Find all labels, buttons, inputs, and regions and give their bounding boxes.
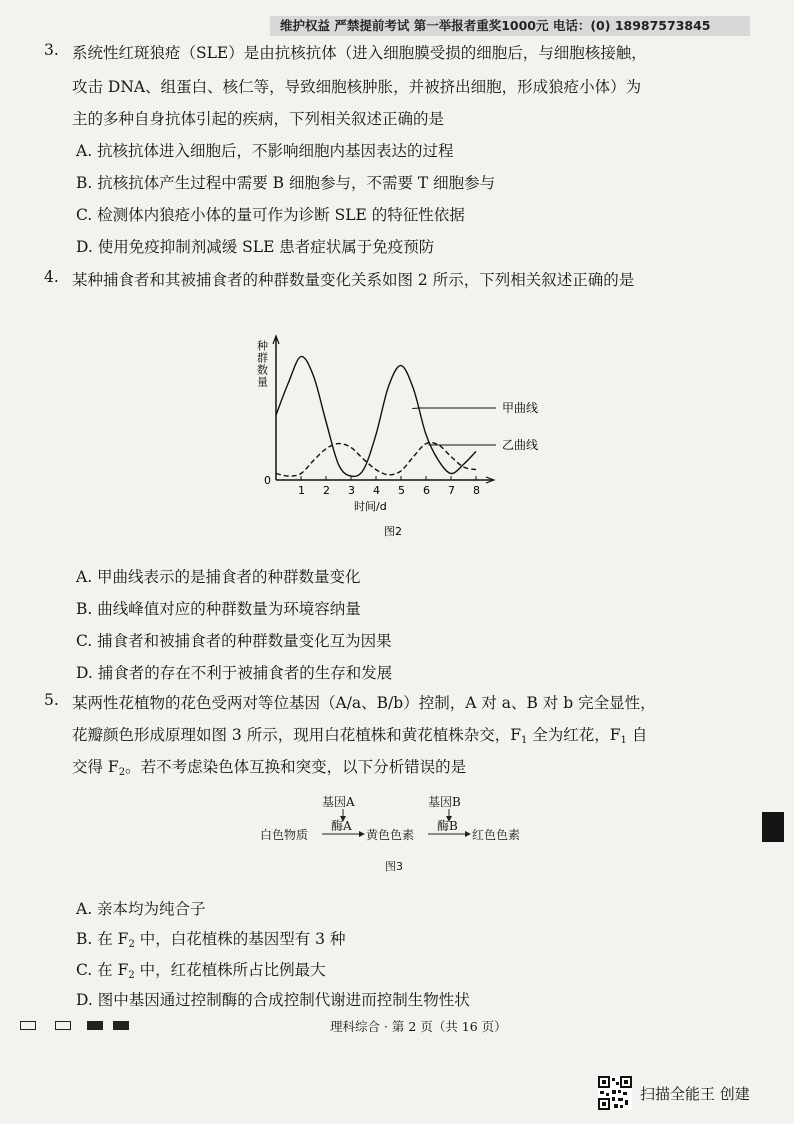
subscript-2: 2 — [128, 970, 135, 981]
white-substance-label: 白色物质 — [260, 828, 309, 842]
q5-option-b-part1: B. 在 F — [76, 930, 129, 948]
answer-sheet-mark-filled — [113, 1021, 129, 1030]
x-tick-label: 2 — [323, 484, 330, 497]
scanner-watermark: 扫描全能王 创建 — [640, 1085, 750, 1103]
q5-option-d: D. 图中基因通过控制酶的合成控制代谢进而控制生物性状 — [76, 991, 470, 1009]
page-edge-marker — [762, 812, 784, 842]
figure-2-population-chart — [240, 320, 560, 545]
enzyme-a-label: 酶A — [331, 819, 352, 833]
q3-option-b: B. 抗核抗体产生过程中需要 B 细胞参与，不需要 T 细胞参与 — [76, 174, 496, 192]
q5-option-c-part1: C. 在 F — [76, 961, 129, 979]
q3-stem-line-2: 攻击 DNA、组蛋白、核仁等，导致细胞核肿胀，并被挤出细胞，形成狼疮小体）为 — [72, 78, 642, 96]
q5-option-b-part2: 中，白花植株的基因型有 3 种 — [134, 930, 346, 948]
q3-option-c: C. 检测体内狼疮小体的量可作为诊断 SLE 的特征性依据 — [76, 206, 465, 224]
q5-option-b — [76, 927, 345, 950]
x-tick-label: 7 — [448, 484, 455, 497]
gene-a-label: 基因A — [322, 795, 355, 809]
legend-jia: 甲曲线 — [502, 401, 539, 415]
q5-stem-line-3 — [72, 755, 466, 778]
legend-leader-line — [412, 408, 496, 409]
qr-code-icon — [598, 1076, 632, 1110]
enzyme-b-label: 酶B — [437, 819, 458, 833]
x-tick-label: 3 — [348, 484, 355, 497]
q3-stem-line-3: 主的多种自身抗体引起的疾病，下列相关叙述正确的是 — [72, 110, 445, 128]
q3-stem-line-1: 系统性红斑狼疮（SLE）是由抗核抗体（进入细胞膜受损的细胞后，与细胞核接触， — [72, 44, 647, 62]
figure-2-caption: 图2 — [384, 525, 402, 538]
q5-line3-part2: 。若不考虑染色体互换和突变，以下分析错误的是 — [125, 758, 467, 776]
page-footer: 理科综合 · 第 2 页（共 16 页） — [330, 1019, 507, 1034]
exam-header-banner: 维护权益 严禁提前考试 第一举报者重奖1000元 电话：(0) 18987573845 — [270, 16, 750, 36]
q3-number: 3. — [44, 41, 59, 59]
subscript-2: 2 — [128, 939, 135, 950]
x-tick-label: 8 — [473, 484, 480, 497]
y-axis-label: 种群数量 — [255, 340, 269, 388]
q5-stem-line-1: 某两性花植物的花色受两对等位基因（A/a、B/b）控制，A 对 a、B 对 b 完全显性， — [72, 694, 656, 712]
x-tick-label: 4 — [373, 484, 380, 497]
q5-line2-part1: 花瓣颜色形成原理如图 3 所示，现用白花植株和黄花植株杂交，F — [72, 726, 521, 744]
x-tick-label: 6 — [423, 484, 430, 497]
gene-b-label: 基因B — [428, 795, 461, 809]
x-tick-label: 5 — [398, 484, 405, 497]
red-pigment-label: 红色色素 — [472, 828, 521, 842]
q4-number: 4. — [44, 268, 59, 286]
answer-sheet-mark-filled — [87, 1021, 103, 1030]
answer-sheet-mark-hollow — [55, 1021, 71, 1030]
q4-option-a: A. 甲曲线表示的是捕食者的种群数量变化 — [76, 568, 361, 586]
q5-number: 5. — [44, 691, 59, 709]
q4-option-c: C. 捕食者和被捕食者的种群数量变化互为因果 — [76, 632, 392, 650]
q4-stem: 某种捕食者和其被捕食者的种群数量变化关系如图 2 所示，下列相关叙述正确的是 — [72, 271, 635, 289]
x-tick-label: 1 — [298, 484, 305, 497]
q5-line3-part1: 交得 F — [72, 758, 119, 776]
legend-yi: 乙曲线 — [502, 438, 539, 452]
series-jia-line — [276, 356, 476, 476]
subscript-1: 1 — [620, 735, 627, 746]
yellow-pigment-label: 黄色色素 — [366, 828, 415, 842]
q3-option-d: D. 使用免疫抑制剂减缓 SLE 患者症状属于免疫预防 — [76, 238, 435, 256]
answer-sheet-mark-hollow — [20, 1021, 36, 1030]
q5-line2-part2: 全为红花，F — [527, 726, 621, 744]
subscript-1: 1 — [520, 735, 528, 746]
q3-option-a: A. 抗核抗体进入细胞后，不影响细胞内基因表达的过程 — [76, 142, 454, 160]
q5-line2-part3: 自 — [626, 726, 648, 744]
q5-option-c — [76, 958, 326, 981]
subscript-2: 2 — [118, 767, 126, 778]
x-tick-label: 0 — [264, 474, 271, 487]
q5-option-c-part2: 中，红花植株所占比例最大 — [134, 961, 326, 979]
q5-stem-line-2 — [72, 723, 647, 746]
x-axis-label: 时间/d — [354, 500, 387, 513]
q4-option-d: D. 捕食者的存在不利于被捕食者的生存和发展 — [76, 664, 393, 682]
q5-option-a: A. 亲本均为纯合子 — [76, 900, 206, 918]
q4-option-b: B. 曲线峰值对应的种群数量为环境容纳量 — [76, 600, 361, 618]
figure-3-caption: 图3 — [385, 860, 403, 873]
